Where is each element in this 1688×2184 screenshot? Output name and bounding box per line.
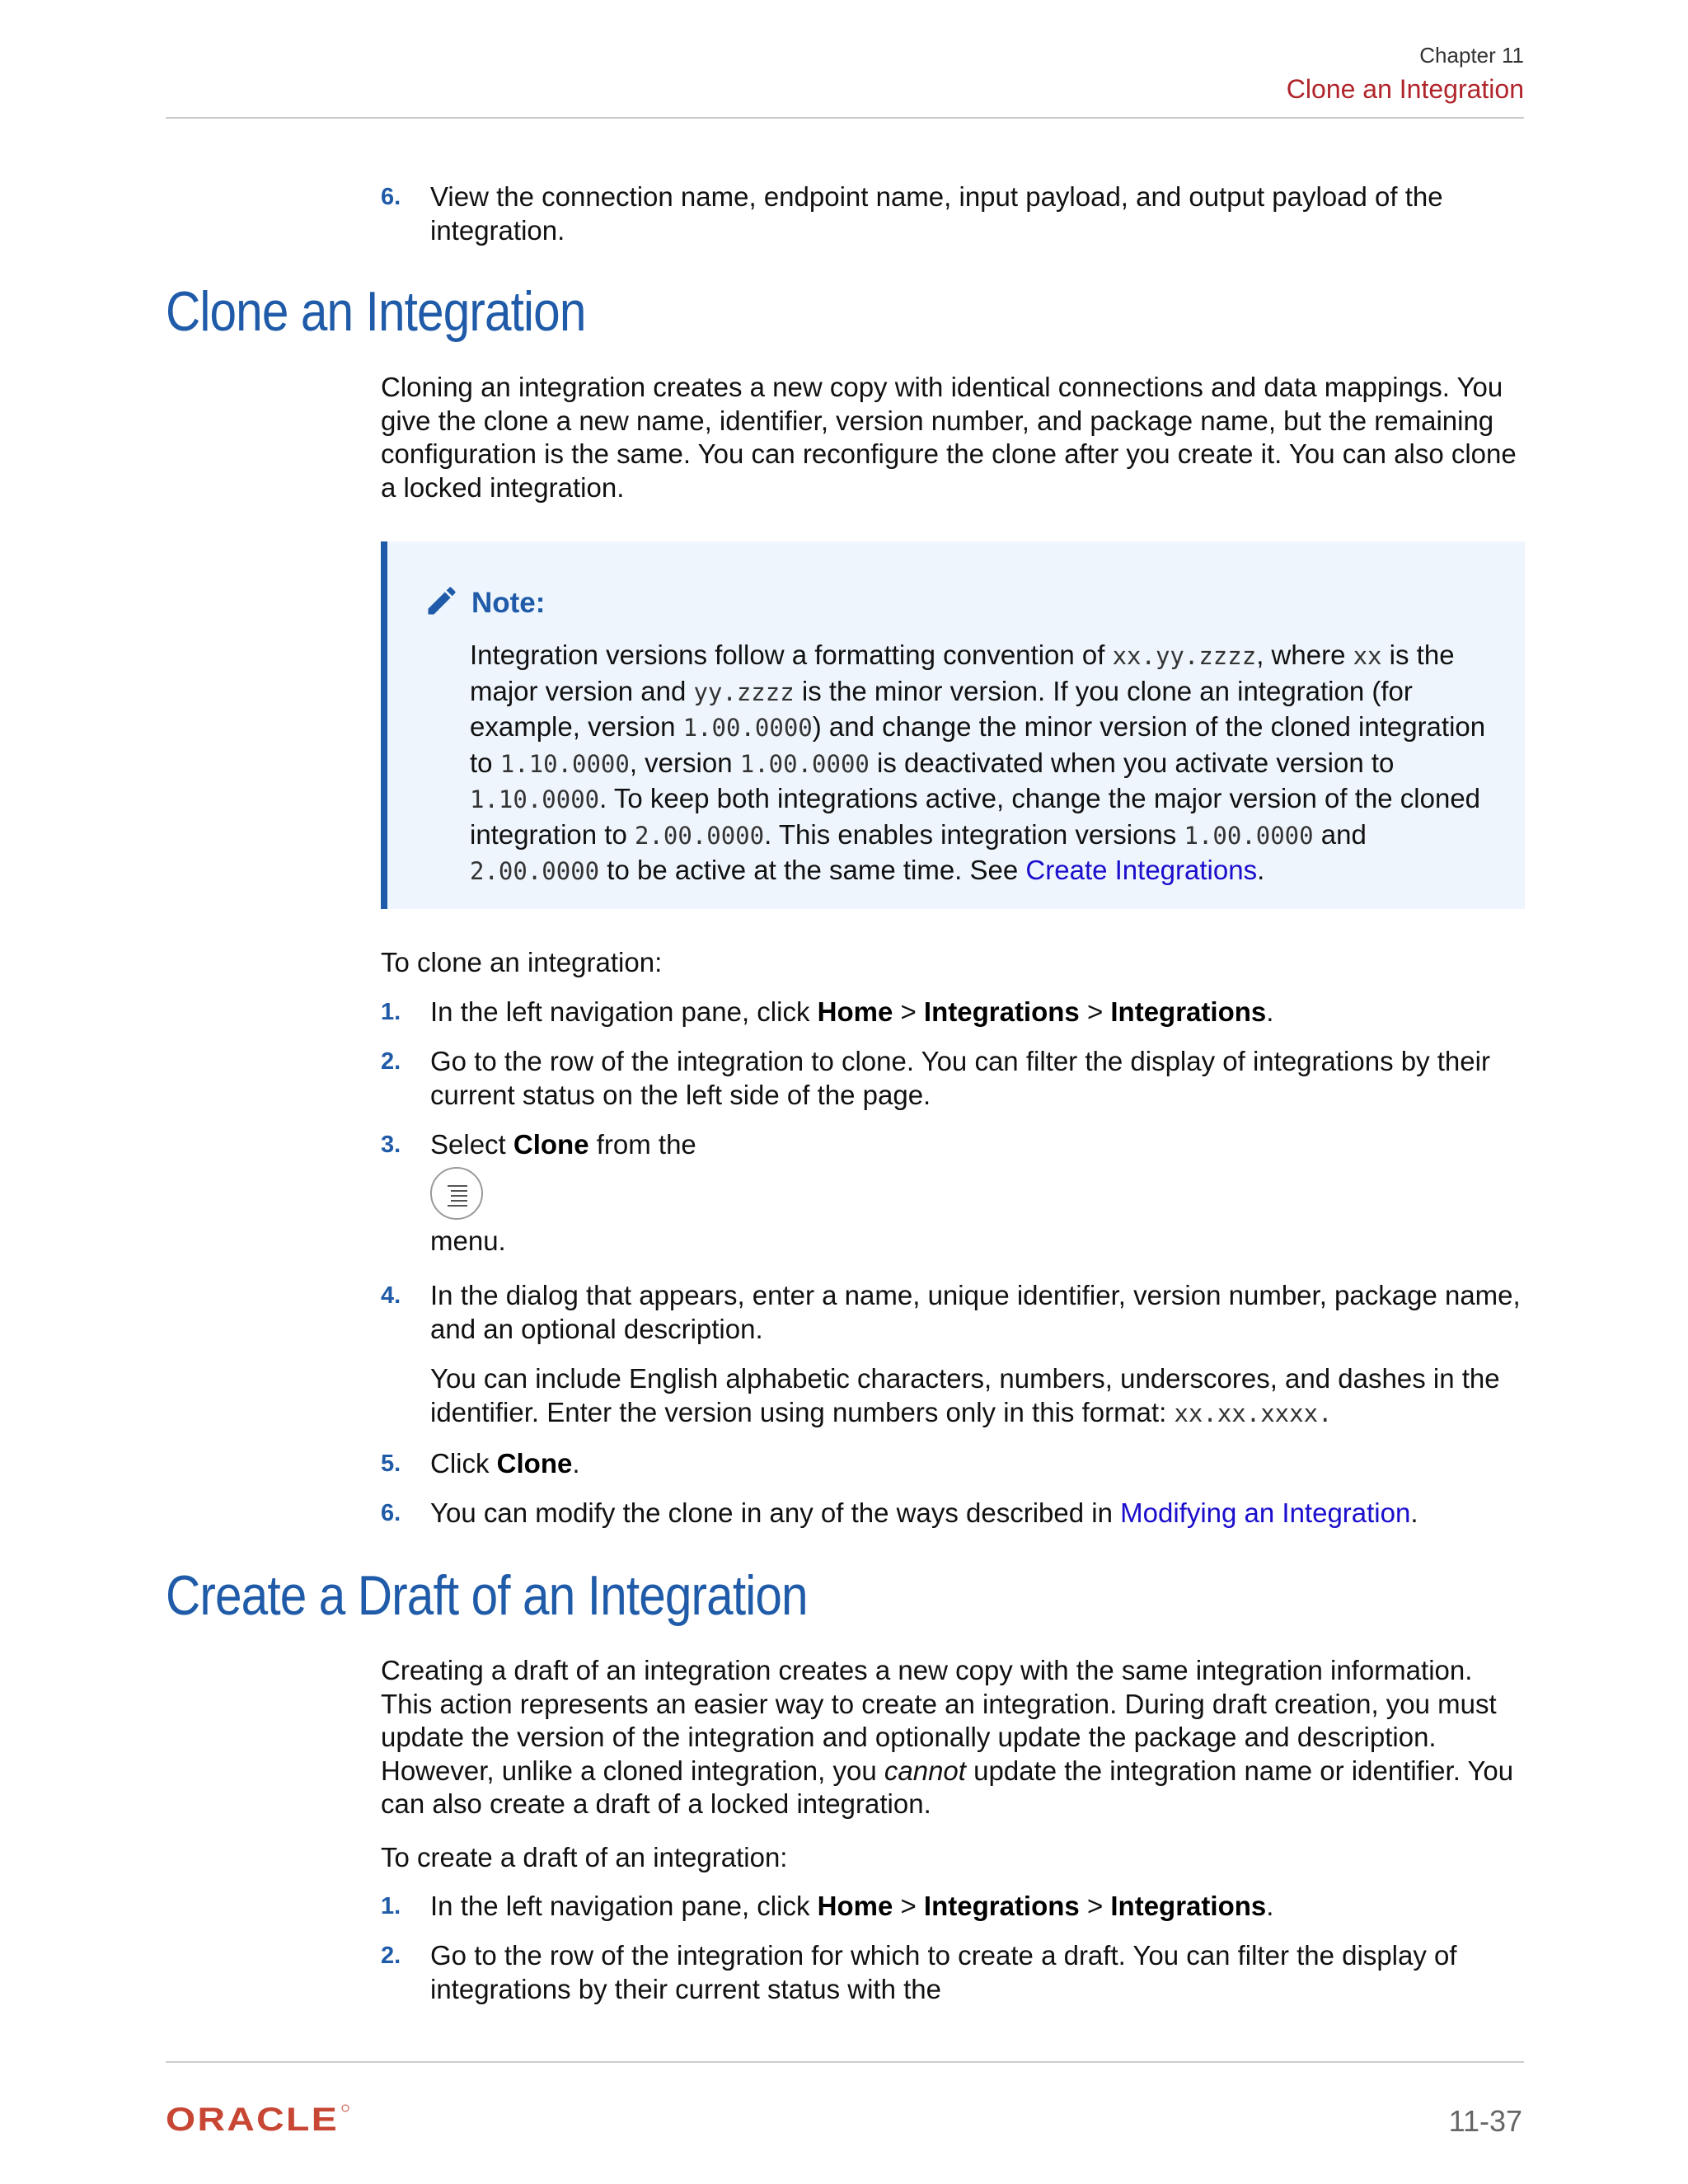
clone-lead: To clone an integration: <box>381 947 663 977</box>
page-number: 11-37 <box>1448 2104 1522 2138</box>
code-inline: 1.10.0000 <box>470 785 600 813</box>
step-text: Select Clone from the menu. <box>430 1129 696 1256</box>
step-number: 6. <box>381 184 401 210</box>
list-item <box>381 1497 1525 1530</box>
modifying-integration-link[interactable]: Modifying an Integration <box>1120 1497 1411 1528</box>
step-number: 3. <box>381 1132 401 1158</box>
note-box <box>381 541 1525 909</box>
chapter-section-title: Clone an Integration <box>1286 74 1524 104</box>
section-heading-clone: Clone an Integration <box>166 280 586 343</box>
emphasis-cannot: cannot <box>884 1755 966 1786</box>
code-inline: 2.00.0000 <box>470 857 600 885</box>
ui-term-integrations: Integrations <box>1110 1891 1267 1921</box>
note-body: Integration versions follow a formatting convention of xx.yy.zzzz, where xx is the major version and yy.zzzz is the minor version. If you clone an integration (for example, version 1.00.0000) and change the minor version of the cloned integration to 1.10.0000, version 1.00.0000 is deactivated when you activate version to 1.10.0000. To keep both integrations active, change the major version of the cloned integration to 2.00.0000. This enables integration versions 1.00.0000 and 2.00.0000 to be active at the same time. See Create Integrations. <box>470 640 1486 885</box>
note-title: Note: <box>471 586 546 619</box>
list-item <box>381 996 1525 1029</box>
step-text: In the left navigation pane, click Home > Integrations > Integrations. <box>430 1891 1274 1921</box>
code-inline: xx <box>1353 642 1382 670</box>
code-inline: xx.yy.zzzz <box>1112 642 1257 670</box>
actions-menu-icon <box>430 1167 483 1220</box>
code-inline: xx.xx.xxxx. <box>1174 1399 1333 1427</box>
note-header <box>424 583 545 623</box>
step-number: 1. <box>381 999 401 1025</box>
ui-term-home: Home <box>817 996 893 1027</box>
ui-term-home: Home <box>817 1891 893 1921</box>
code-inline: yy.zzzz <box>693 677 795 706</box>
ui-term-clone: Clone <box>496 1448 573 1479</box>
pencil-icon <box>424 583 460 623</box>
code-inline: 1.10.0000 <box>499 749 630 778</box>
step-text: View the connection name, endpoint name, input payload, and output payload of the integration. <box>430 181 1443 246</box>
list-item <box>381 1939 1525 2006</box>
draft-lead: To create a draft of an integration: <box>381 1842 788 1872</box>
step-text: You can modify the clone in any of the ways described in Modifying an Integration. <box>430 1497 1418 1528</box>
section-heading-draft: Create a Draft of an Integration <box>166 1564 808 1627</box>
step-text: Go to the row of the integration for which to create a draft. You can filter the display of integrations by their current status with the <box>430 1940 1457 2004</box>
step-text: Click Clone. <box>430 1448 580 1479</box>
step-number: 1. <box>381 1893 401 1919</box>
list-item <box>381 1890 1525 1924</box>
step-text: In the left navigation pane, click Home > Integrations > Integrations. <box>430 996 1274 1027</box>
step-text: Go to the row of the integration to clone. You can filter the display of integrations by their current status on the left side of the page. <box>430 1046 1490 1110</box>
list-item <box>381 1279 1525 1430</box>
step-text: In the dialog that appears, enter a name, unique identifier, version number, package name, and an optional description. <box>430 1280 1521 1344</box>
list-item <box>381 1045 1525 1112</box>
step-subtext: You can include English alphabetic characters, numbers, underscores, and dashes in the identifier. Enter the version using numbers only in this format: xx.xx.xxxx. <box>430 1363 1500 1427</box>
ui-term-integrations: Integrations <box>1110 996 1267 1027</box>
footer-divider <box>166 2061 1524 2063</box>
code-inline: 1.00.0000 <box>682 714 813 742</box>
oracle-logo-text: ORACLE <box>166 2103 339 2136</box>
clone-intro-paragraph: Cloning an integration creates a new copy with identical connections and data mappings. You give the clone a new name, identifier, version number, and package name, but the remaining configuration is the same. You can reconfigure the clone after you create it. You can also clone a locked integration. <box>381 372 1517 503</box>
step-number: 5. <box>381 1451 401 1477</box>
step-number: 4. <box>381 1282 401 1309</box>
step-number: 6. <box>381 1500 401 1526</box>
list-item <box>381 1128 1525 1258</box>
list-item <box>381 1447 1525 1481</box>
chapter-label: Chapter 11 <box>1419 43 1524 68</box>
code-inline: 1.00.0000 <box>739 749 870 778</box>
running-header <box>166 40 1524 107</box>
draft-intro-paragraph: Creating a draft of an integration creates a new copy with the same integration information. This action represents an easier way to create an integration. During draft creation, you must update the version of the integration and optionally update the package and description. However, unlike a cloned integration, you cannot update the integration name or identifier. You can also create a draft of a locked integration. <box>381 1655 1514 1819</box>
oracle-logo <box>166 2103 351 2140</box>
ui-term-integrations: Integrations <box>923 1891 1080 1921</box>
step-number: 2. <box>381 1048 401 1075</box>
step-number: 2. <box>381 1943 401 1969</box>
ui-term-integrations: Integrations <box>923 996 1080 1027</box>
create-integrations-link[interactable]: Create Integrations <box>1025 855 1258 885</box>
code-inline: 2.00.0000 <box>634 821 765 850</box>
header-divider <box>166 117 1524 119</box>
list-item <box>381 180 1525 247</box>
ui-term-clone: Clone <box>513 1129 589 1160</box>
code-inline: 1.00.0000 <box>1184 821 1314 850</box>
